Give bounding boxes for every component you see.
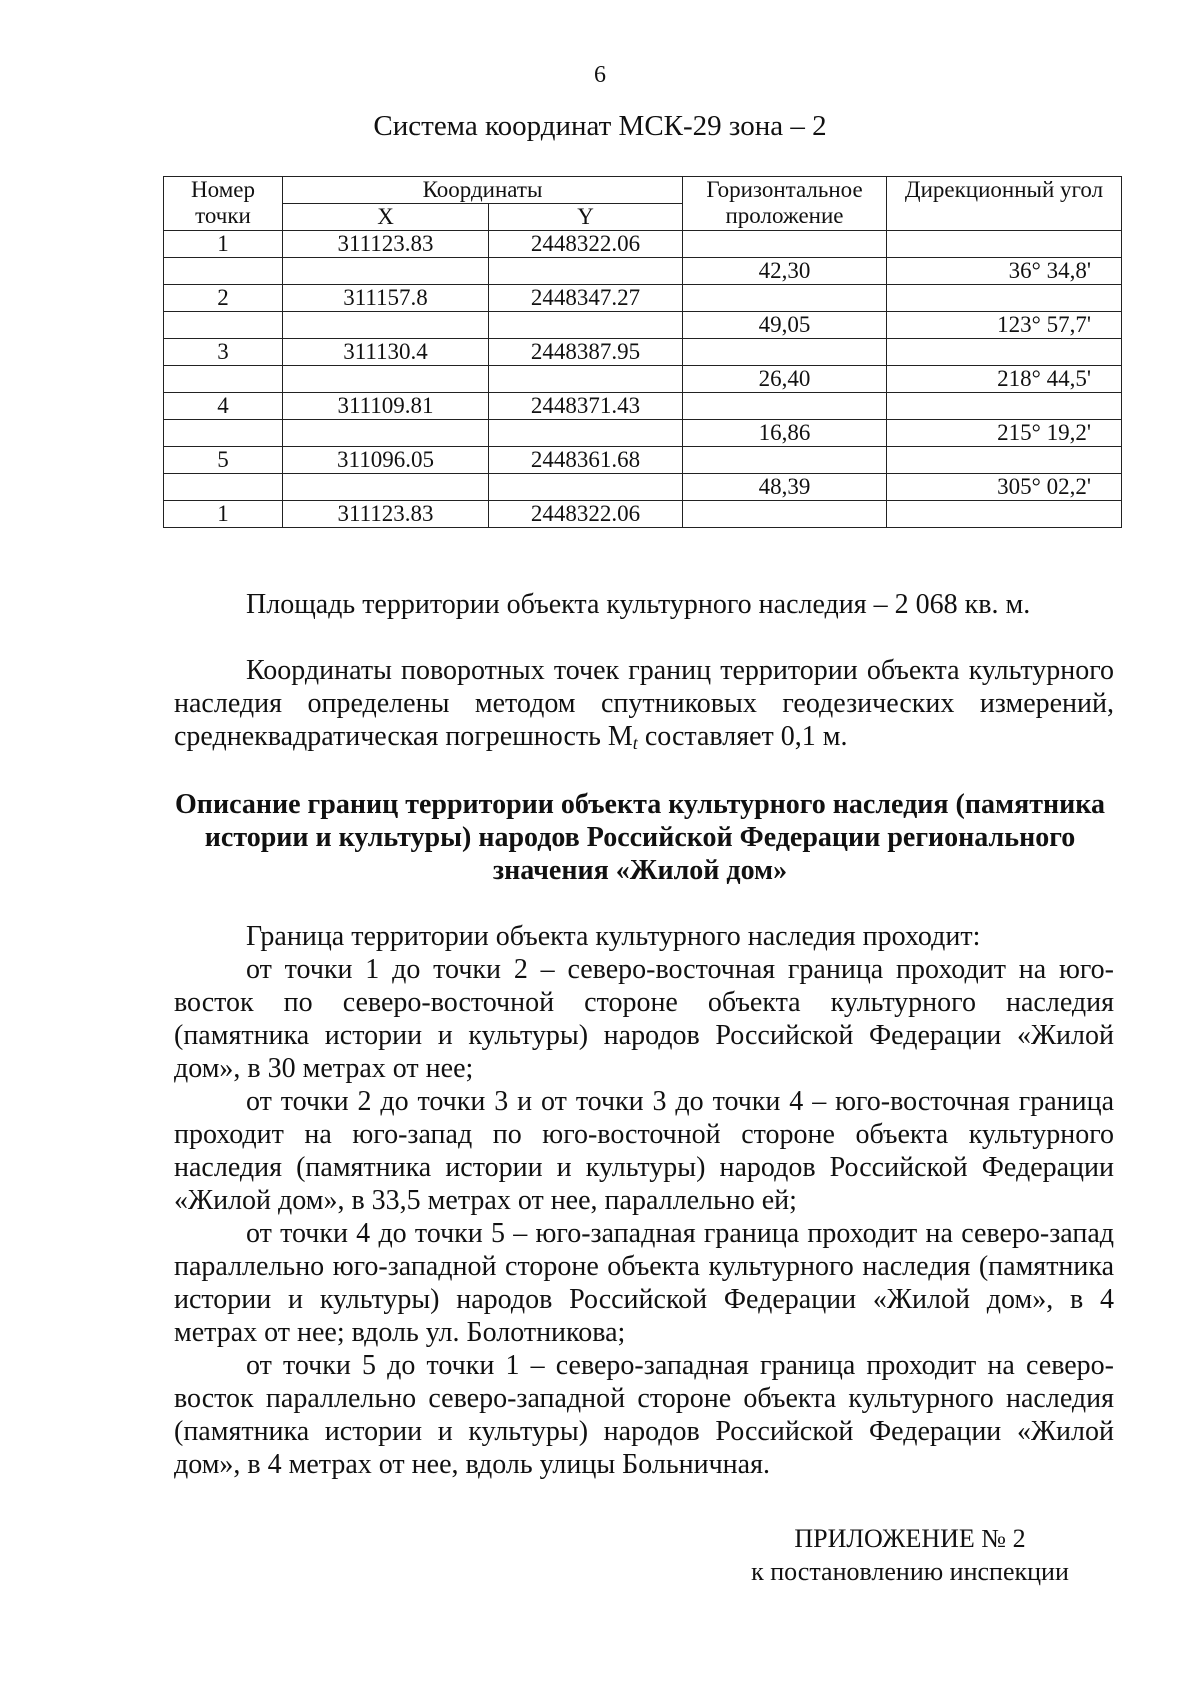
cell-angle bbox=[887, 339, 1122, 366]
cell-point bbox=[164, 420, 283, 447]
cell-y: 2448387.95 bbox=[489, 339, 683, 366]
accuracy-subscript: t bbox=[632, 733, 638, 753]
cell-point: 3 bbox=[164, 339, 283, 366]
cell-angle bbox=[887, 231, 1122, 258]
appendix-block bbox=[720, 1522, 1100, 1588]
coordinates-table bbox=[163, 176, 1122, 528]
cell-distance bbox=[683, 393, 887, 420]
cell-point: 2 bbox=[164, 285, 283, 312]
cell-distance: 26,40 bbox=[683, 366, 887, 393]
cell-point bbox=[164, 312, 283, 339]
header-distance: Горизонтальное проложение bbox=[683, 177, 887, 231]
cell-distance: 49,05 bbox=[683, 312, 887, 339]
cell-x bbox=[283, 258, 489, 285]
cell-y: 2448322.06 bbox=[489, 501, 683, 528]
coordinate-system-title: Система координат МСК-29 зона – 2 bbox=[373, 110, 827, 142]
cell-x bbox=[283, 420, 489, 447]
table-row bbox=[164, 501, 1122, 528]
cell-y bbox=[489, 474, 683, 501]
cell-y bbox=[489, 366, 683, 393]
cell-distance bbox=[683, 501, 887, 528]
table-row bbox=[164, 447, 1122, 474]
cell-y bbox=[489, 258, 683, 285]
cell-x: 311096.05 bbox=[283, 447, 489, 474]
cell-angle: 305° 02,2' bbox=[887, 474, 1122, 501]
accuracy-paragraph bbox=[174, 654, 1114, 760]
cell-point: 1 bbox=[164, 501, 283, 528]
cell-x: 311123.83 bbox=[283, 231, 489, 258]
cell-point bbox=[164, 474, 283, 501]
area-statement: Площадь территории объекта культурного наследия – 2 068 кв. м. bbox=[246, 589, 1031, 620]
accuracy-text-after: составляет 0,1 м. bbox=[637, 721, 848, 752]
cell-x: 311130.4 bbox=[283, 339, 489, 366]
cell-point bbox=[164, 258, 283, 285]
table-row bbox=[164, 312, 1122, 339]
cell-angle: 36° 34,8' bbox=[887, 258, 1122, 285]
cell-angle: 218° 44,5' bbox=[887, 366, 1122, 393]
cell-angle: 215° 19,2' bbox=[887, 420, 1122, 447]
table-row bbox=[164, 285, 1122, 312]
page-number: 6 bbox=[594, 62, 606, 88]
cell-y: 2448371.43 bbox=[489, 393, 683, 420]
cell-y: 2448322.06 bbox=[489, 231, 683, 258]
table-row bbox=[164, 231, 1122, 258]
cell-angle bbox=[887, 285, 1122, 312]
cell-x: 311157.8 bbox=[283, 285, 489, 312]
cell-y: 2448347.27 bbox=[489, 285, 683, 312]
cell-distance: 48,39 bbox=[683, 474, 887, 501]
description-item: от точки 1 до точки 2 – северо-восточная граница проходит на юго-восток по северо-восточной стороне объекта культурного наследия (памятника истории и культуры) народов Российской Федерации «Жилой дом», в 30 метрах от нее; bbox=[174, 954, 1114, 1084]
cell-y bbox=[489, 312, 683, 339]
description-item: от точки 5 до точки 1 – северо-западная граница проходит на северо-восток параллельно северо-западной стороне объекта культурного наследия (памятника истории и культуры) народов Российской Федерации «Жилой дом», в 4 метрах от нее, вдоль улицы Больничная. bbox=[174, 1350, 1114, 1480]
cell-distance bbox=[683, 285, 887, 312]
header-coordinates: Координаты bbox=[283, 177, 683, 204]
cell-distance bbox=[683, 339, 887, 366]
table-row bbox=[164, 339, 1122, 366]
cell-angle bbox=[887, 447, 1122, 474]
cell-x bbox=[283, 366, 489, 393]
cell-point: 1 bbox=[164, 231, 283, 258]
header-angle: Дирекционный угол bbox=[887, 177, 1122, 231]
appendix-title: ПРИЛОЖЕНИЕ № 2 bbox=[794, 1524, 1026, 1553]
cell-angle bbox=[887, 501, 1122, 528]
cell-y bbox=[489, 420, 683, 447]
table-row bbox=[164, 474, 1122, 501]
cell-distance bbox=[683, 447, 887, 474]
cell-distance: 42,30 bbox=[683, 258, 887, 285]
boundary-description bbox=[174, 920, 1114, 1481]
table-row bbox=[164, 258, 1122, 285]
table-row bbox=[164, 366, 1122, 393]
cell-x bbox=[283, 312, 489, 339]
cell-angle bbox=[887, 393, 1122, 420]
cell-point bbox=[164, 366, 283, 393]
appendix-subtitle: к постановлению инспекции bbox=[751, 1557, 1069, 1586]
section-heading: Описание границ территории объекта культурного наследия (памятника истории и культуры) народов Российской Федерации регионального значения «Жилой дом» bbox=[175, 789, 1105, 886]
cell-x: 311123.83 bbox=[283, 501, 489, 528]
header-y: Y bbox=[489, 204, 683, 231]
header-point: Номер точки bbox=[164, 177, 283, 231]
cell-distance bbox=[683, 231, 887, 258]
description-item: от точки 2 до точки 3 и от точки 3 до точки 4 – юго-восточная граница проходит на юго-запад по юго-восточной стороне объекта культурного наследия (памятника истории и культуры) народов Российской Федерации «Жилой дом», в 33,5 метрах от нее, параллельно ей; bbox=[174, 1086, 1114, 1216]
cell-x bbox=[283, 474, 489, 501]
description-item: от точки 4 до точки 5 – юго-западная граница проходит на северо-запад параллельно юго-западной стороне объекта культурного наследия (памятника истории и культуры) народов Российской Федерации «Жилой дом», в 4 метрах от нее; вдоль ул. Болотникова; bbox=[174, 1218, 1114, 1348]
cell-x: 311109.81 bbox=[283, 393, 489, 420]
table-row bbox=[164, 393, 1122, 420]
accuracy-text-before: Координаты поворотных точек границ территории объекта культурного наследия определены методом спутниковых геодезических измерений, среднеквадратическая погрешность M bbox=[174, 655, 1114, 752]
cell-distance: 16,86 bbox=[683, 420, 887, 447]
cell-point: 5 bbox=[164, 447, 283, 474]
cell-y: 2448361.68 bbox=[489, 447, 683, 474]
description-intro: Граница территории объекта культурного наследия проходит: bbox=[246, 921, 981, 952]
cell-point: 4 bbox=[164, 393, 283, 420]
table-row bbox=[164, 420, 1122, 447]
header-x: X bbox=[283, 204, 489, 231]
cell-angle: 123° 57,7' bbox=[887, 312, 1122, 339]
